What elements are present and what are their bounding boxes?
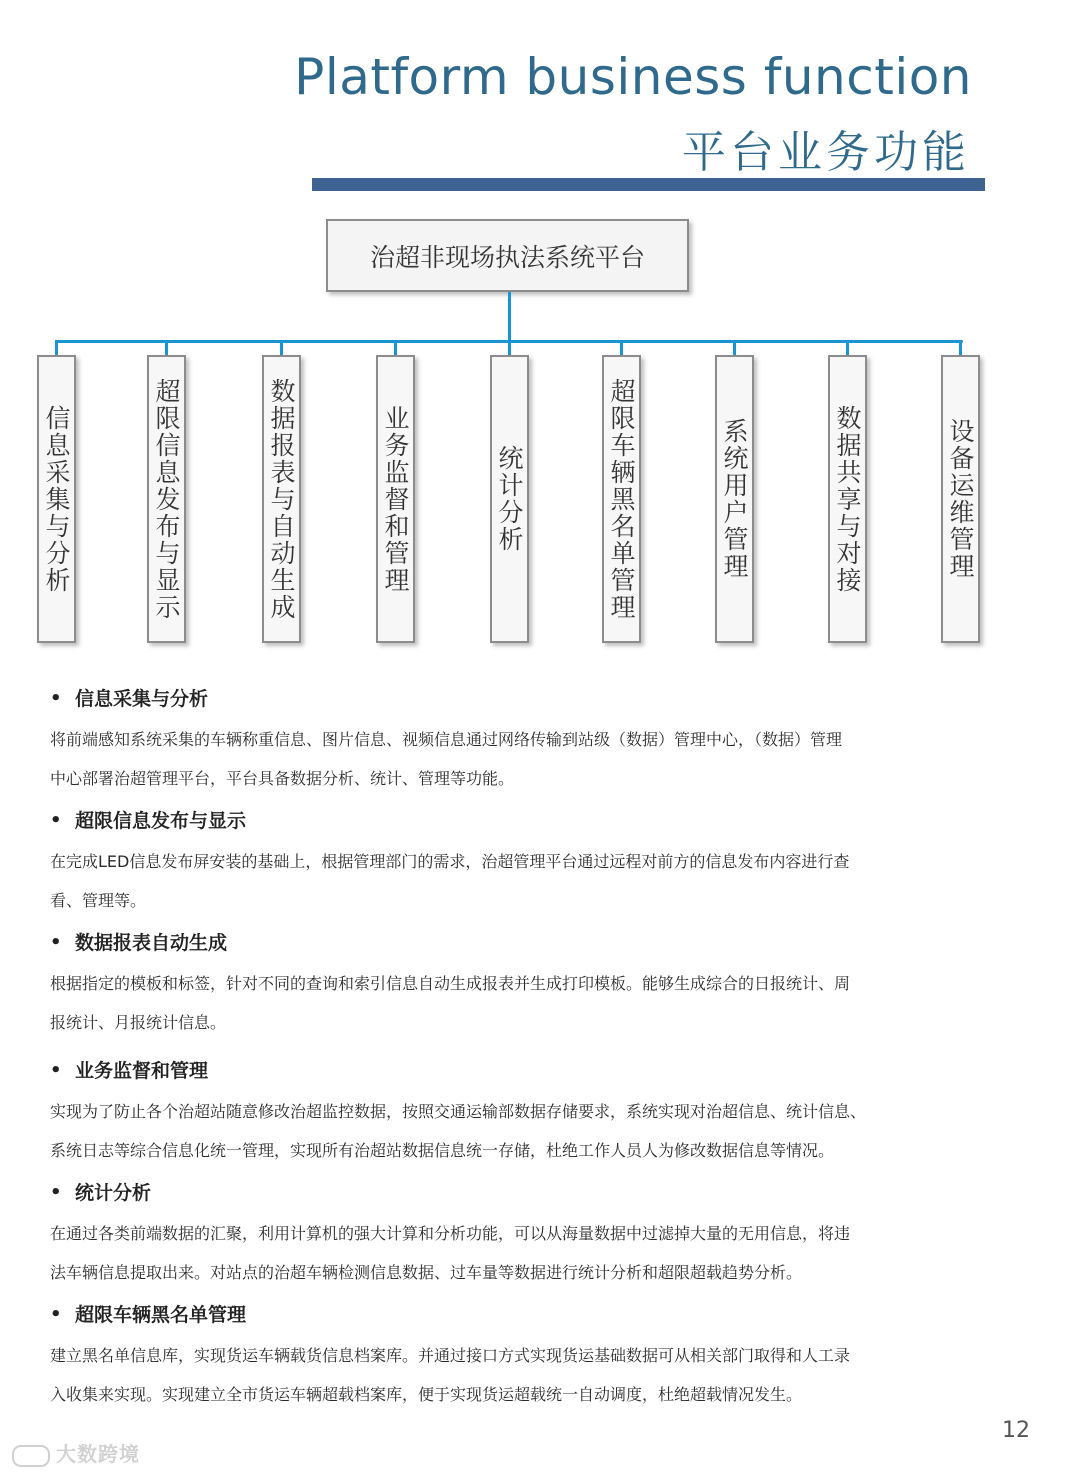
org-chart-node [262, 355, 301, 643]
org-chart-node-label: 数据共享与对接 [833, 404, 862, 594]
section-info-collection [50, 682, 990, 798]
section-heading: • 数据报表自动生成 [50, 926, 990, 964]
connector-drop [165, 340, 168, 356]
section-line: 法车辆信息提取出来。对站点的治超车辆检测信息数据、过车量等数据进行统计分析和超限超载趋势分析。 [50, 1263, 803, 1282]
connector-drop [55, 340, 58, 356]
section-blacklist [50, 1298, 990, 1414]
description-sections [50, 682, 990, 1414]
page-title-chinese: 平台业务功能 [682, 127, 970, 178]
connector-drop [280, 340, 283, 356]
org-chart-node [490, 355, 529, 643]
page-number: 12 [1002, 1418, 1030, 1443]
org-chart-root-label: 治超非现场执法系统平台 [369, 242, 645, 272]
section-heading: • 超限信息发布与显示 [50, 804, 990, 842]
watermark-text: 大数跨境 [56, 1442, 140, 1466]
section-report-generation [50, 926, 990, 1042]
org-chart [0, 0, 1080, 660]
section-line: 报统计、月报统计信息。 [50, 1013, 227, 1032]
section-statistics [50, 1176, 990, 1292]
org-chart-node-label: 统计分析 [495, 445, 524, 553]
section-line: 根据指定的模板和标签，针对不同的查询和索引信息自动生成报表并生成打印模板。能够生成综合的日报统计、周 [50, 974, 851, 993]
section-line: 入收集来实现。实现建立全市货运车辆超载档案库，便于实现货运超载统一自动调度，杜绝超载情况发生。 [50, 1385, 803, 1404]
section-line: 实现为了防止各个治超站随意修改治超监控数据，按照交通运输部数据存储要求，系统实现对治超信息、统计信息、 [50, 1102, 867, 1121]
section-heading: • 信息采集与分析 [50, 682, 990, 720]
org-chart-node [602, 355, 641, 643]
connector-drop [508, 340, 511, 356]
org-chart-node-label: 信息采集与分析 [42, 404, 71, 594]
org-chart-node-label: 超限车辆黑名单管理 [607, 377, 636, 621]
section-line: 将前端感知系统采集的车辆称重信息、图片信息、视频信息通过网络传输到站级（数据）管理中心，（数据）管理 [50, 730, 843, 749]
org-chart-node [715, 355, 754, 643]
connector-drop [733, 340, 736, 356]
section-heading: • 业务监督和管理 [50, 1054, 990, 1092]
connector-drop [846, 340, 849, 356]
section-line: 在完成LED信息发布屏安装的基础上，根据管理部门的需求，治超管理平台通过远程对前方的信息发布内容进行查 [50, 852, 850, 871]
section-business-supervision [50, 1054, 990, 1170]
org-chart-root [326, 219, 689, 292]
section-heading: • 超限车辆黑名单管理 [50, 1298, 990, 1336]
org-chart-node-label: 超限信息发布与显示 [152, 377, 181, 621]
section-line: 看、管理等。 [50, 891, 147, 910]
org-chart-node [147, 355, 186, 643]
watermark-logo-icon [12, 1445, 50, 1467]
section-line: 在通过各类前端数据的汇聚，利用计算机的强大计算和分析功能，可以从海量数据中过滤掉大量的无用信息，将违 [50, 1224, 851, 1243]
org-chart-node-label: 数据报表与自动生成 [267, 377, 296, 621]
org-chart-node-label: 系统用户管理 [720, 418, 749, 580]
connector-trunk [508, 292, 511, 342]
section-line: 建立黑名单信息库，实现货运车辆载货信息档案库。并通过接口方式实现货运基础数据可从相关部门取得和人工录 [50, 1346, 851, 1365]
watermark [12, 1438, 140, 1467]
connector-drop [620, 340, 623, 356]
section-line: 系统日志等综合信息化统一管理，实现所有治超站数据信息统一存储，杜绝工作人员人为修改数据信息等情况。 [50, 1141, 835, 1160]
page-title-english: Platform business function [294, 48, 972, 106]
org-chart-node [37, 355, 76, 643]
section-heading: • 统计分析 [50, 1176, 990, 1214]
org-chart-node [828, 355, 867, 643]
org-chart-node [376, 355, 415, 643]
org-chart-node-label: 业务监督和管理 [381, 404, 410, 594]
section-line: 中心部署治超管理平台，平台具备数据分析、统计、管理等功能。 [50, 769, 515, 788]
section-overlimit-display [50, 804, 990, 920]
connector-drop [394, 340, 397, 356]
org-chart-node-label: 设备运维管理 [946, 418, 975, 580]
org-chart-node [941, 355, 980, 643]
connector-drop [959, 340, 962, 356]
